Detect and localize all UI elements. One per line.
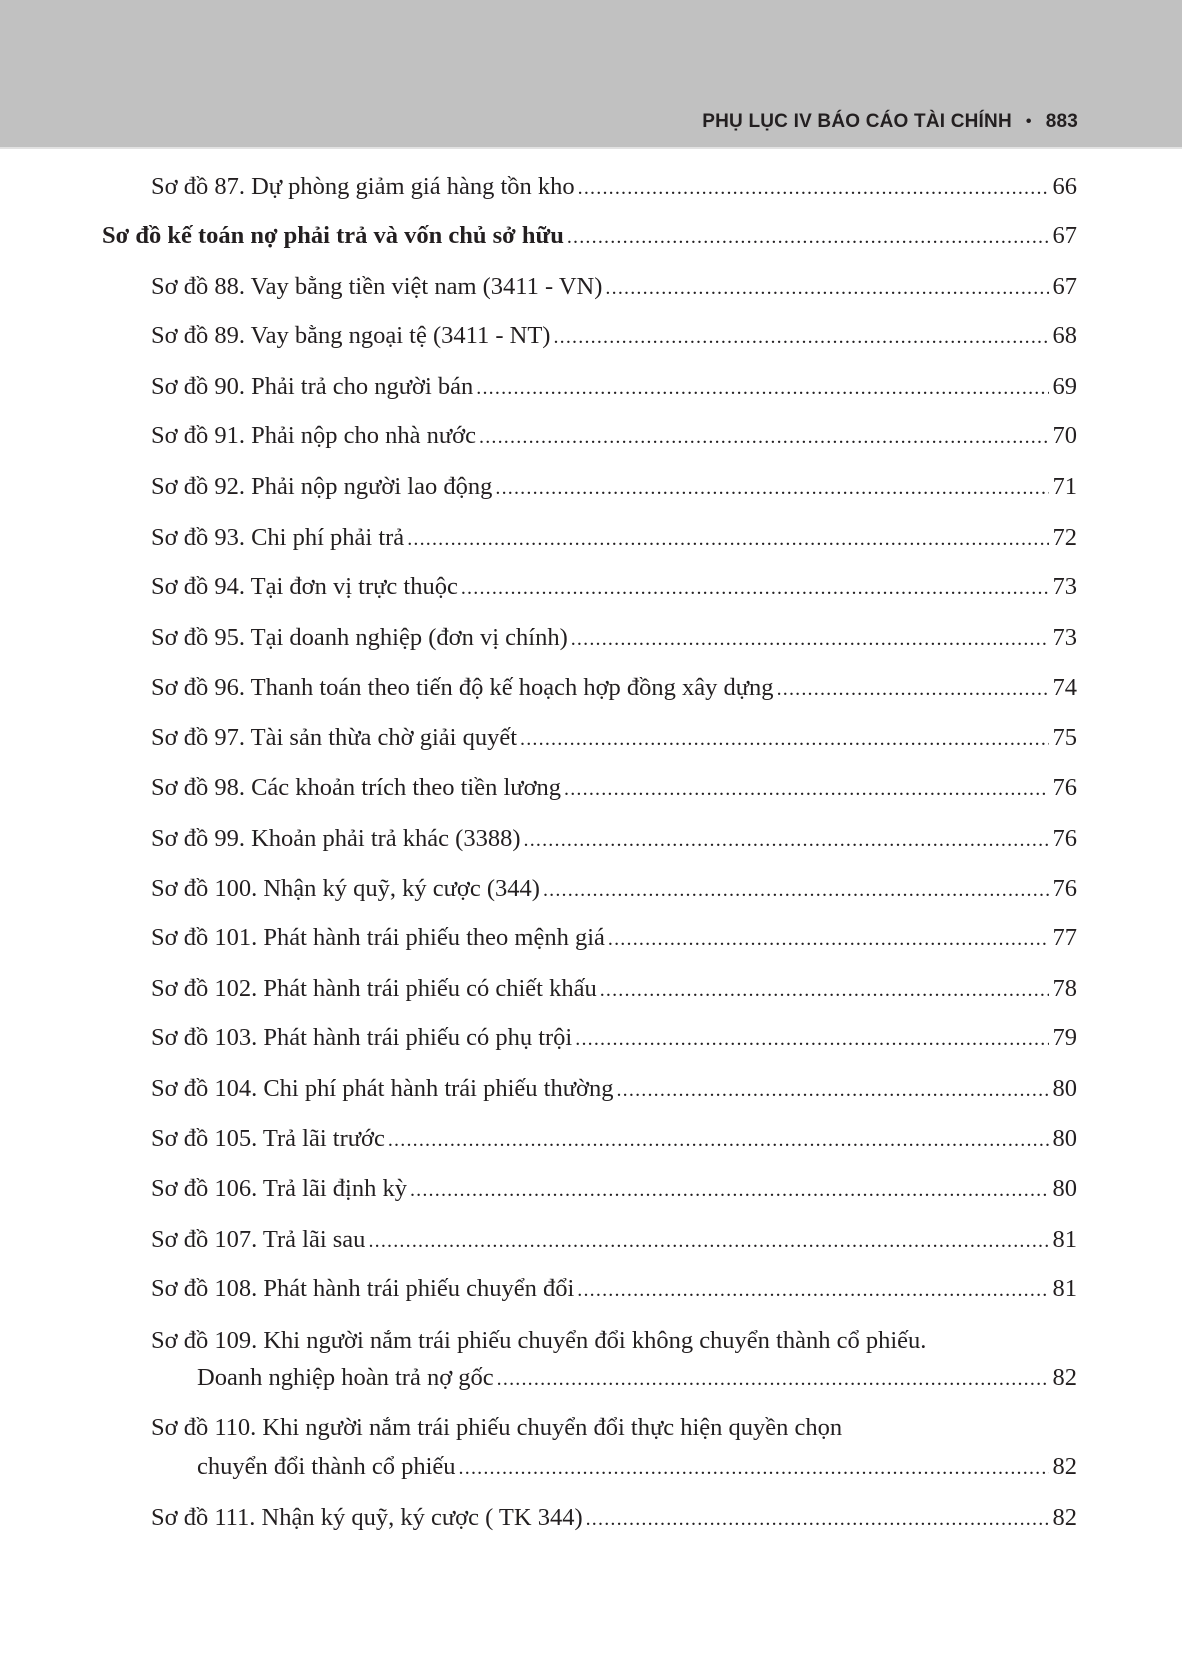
toc-entry-label: Sơ đồ 106. Trả lãi định kỳ [151,1175,407,1202]
toc-entry-page: 82 [1052,1504,1077,1531]
dot-leader [495,473,1048,503]
toc-entry[interactable] [151,824,1077,855]
dot-leader [605,273,1048,303]
toc-entry-label: Sơ đồ 97. Tài sản thừa chờ giải quyết [151,724,518,751]
toc-entry-label: Sơ đồ 89. Vay bằng ngoại tệ (3411 - NT) [151,322,551,349]
toc-entry[interactable] [151,172,1077,203]
toc-entry-label: Sơ đồ 101. Phát hành trái phiếu theo mệnh giá [151,924,605,951]
toc-entry[interactable] [151,572,1077,603]
toc-entry[interactable] [151,723,1077,754]
toc-entry-continuation-label: Doanh nghiệp hoàn trả nợ gốc [197,1364,494,1391]
dot-leader [407,524,1048,554]
toc-entry-label: Sơ đồ 104. Chi phí phát hành trái phiếu thường [151,1075,614,1102]
toc-entry-page: 73 [1052,624,1077,651]
dot-leader [520,724,1048,754]
bullet-separator: • [1025,113,1032,130]
toc-entry-label: Sơ đồ 99. Khoản phải trả khác (3388) [151,825,521,852]
toc-entry[interactable] [151,1274,1077,1305]
dot-leader [586,1504,1049,1534]
toc-section-label: Sơ đồ kế toán nợ phải trả và vốn chủ sở hữu [102,222,564,249]
dot-leader [777,674,1049,704]
toc-entry-page: 76 [1052,875,1077,902]
toc-entry-label: Sơ đồ 94. Tại đơn vị trực thuộc [151,573,458,600]
toc-entry-label: Sơ đồ 108. Phát hành trái phiếu chuyển đổi [151,1275,575,1302]
toc-entry-page: 72 [1052,524,1077,551]
toc-entry-label: Sơ đồ 96. Thanh toán theo tiến độ kế hoạch hợp đồng xây dựng [151,674,774,701]
toc-entry-page: 81 [1052,1226,1077,1253]
running-head [702,111,1078,133]
toc-entry-label: Sơ đồ 105. Trả lãi trước [151,1125,385,1152]
toc-entry-continuation[interactable] [197,1452,1077,1483]
dot-leader [564,774,1048,804]
dot-leader [543,875,1049,905]
running-head-title: PHỤ LỤC IV BÁO CÁO TÀI CHÍNH [702,111,1012,132]
toc-entry-continuation[interactable] [197,1363,1077,1394]
toc-entry-label: Sơ đồ 98. Các khoản trích theo tiền lương [151,774,562,801]
toc-entry[interactable] [151,1174,1077,1205]
toc-entry-label: Sơ đồ 92. Phải nộp người lao động [151,473,493,500]
toc-entry-page: 80 [1052,1175,1077,1202]
toc-entry[interactable] [151,1503,1077,1534]
toc-entry-page: 76 [1052,774,1077,801]
toc-entry-label: Sơ đồ 91. Phải nộp cho nhà nước [151,422,476,449]
toc-entry[interactable] [151,1023,1077,1054]
toc-entry-label: Sơ đồ 111. Nhận ký quỹ, ký cược ( TK 344) [151,1504,583,1531]
toc-entry-first-line[interactable] [151,1326,926,1356]
toc-entry[interactable] [151,1074,1077,1105]
toc-entry[interactable] [151,523,1077,554]
toc-entry-label: Sơ đồ 88. Vay bằng tiền việt nam (3411 - VN) [151,273,603,300]
running-header-band [0,0,1182,147]
toc-entry-page: 73 [1052,573,1077,600]
toc-entry-page: 67 [1052,273,1077,300]
toc-entry-label: Sơ đồ 103. Phát hành trái phiếu có phụ trội [151,1024,573,1051]
toc-entry-page: 70 [1052,422,1077,449]
dot-leader [368,1226,1048,1256]
toc-entry-label: Sơ đồ 100. Nhận ký quỹ, ký cược (344) [151,875,540,902]
toc-entry[interactable] [151,923,1077,954]
dot-leader [577,1275,1048,1305]
toc-section-heading[interactable] [102,221,1077,252]
toc-entry-label: Sơ đồ 107. Trả lãi sau [151,1226,366,1253]
toc-entry-page: 80 [1052,1075,1077,1102]
dot-leader [461,573,1049,603]
dot-leader [567,222,1049,252]
toc-entry-page: 82 [1052,1364,1077,1391]
toc-entry-first-line[interactable] [151,1413,842,1443]
toc-entry-page: 68 [1052,322,1077,349]
dot-leader [571,624,1049,654]
dot-leader [578,173,1049,203]
toc-entry-page: 71 [1052,473,1077,500]
dot-leader [479,422,1049,452]
toc-entry[interactable] [151,321,1077,352]
toc-entry[interactable] [151,421,1077,452]
toc-entry[interactable] [151,974,1077,1005]
dot-leader [616,1075,1048,1105]
toc-entry-page: 67 [1052,222,1077,249]
dot-leader [497,1364,1049,1394]
dot-leader [608,924,1049,954]
toc-entry-label: Sơ đồ 93. Chi phí phải trả [151,524,405,551]
toc-entry-label: Sơ đồ 90. Phải trả cho người bán [151,373,474,400]
toc-entry-page: 74 [1052,674,1077,701]
toc-entry-page: 66 [1052,173,1077,200]
dot-leader [600,975,1049,1005]
dot-leader [388,1125,1049,1155]
toc-entry-label: Sơ đồ 109. Khi người nắm trái phiếu chuyển đổi không chuyển thành cổ phiếu. [151,1327,927,1354]
toc-entry-label: Sơ đồ 110. Khi người nắm trái phiếu chuyển đổi thực hiện quyền chọn [151,1414,843,1441]
toc-entry-page: 82 [1052,1453,1077,1480]
toc-entry-continuation-label: chuyển đổi thành cổ phiếu [197,1453,456,1480]
toc-entry-page: 81 [1052,1275,1077,1302]
toc-entry-page: 77 [1052,924,1077,951]
toc-entry-label: Sơ đồ 95. Tại doanh nghiệp (đơn vị chính) [151,624,568,651]
dot-leader [553,322,1048,352]
toc-entry-page: 78 [1052,975,1077,1002]
toc-entry-page: 69 [1052,373,1077,400]
toc-entry[interactable] [151,773,1077,804]
toc-entry[interactable] [151,1124,1077,1155]
toc-entry[interactable] [151,874,1077,905]
dot-leader [575,1024,1048,1054]
dot-leader [410,1175,1049,1205]
toc-entry[interactable] [151,472,1077,503]
toc-entry[interactable] [151,372,1077,403]
dot-leader [459,1453,1049,1483]
toc-entry-page: 80 [1052,1125,1077,1152]
toc-entry-label: Sơ đồ 102. Phát hành trái phiếu có chiết khấu [151,975,597,1002]
dot-leader [476,373,1048,403]
page-number: 883 [1045,111,1078,132]
toc-entry[interactable] [151,1225,1077,1256]
toc-entry[interactable] [151,673,1077,704]
toc-entry-page: 75 [1052,724,1077,751]
dot-leader [524,825,1049,855]
toc-entry[interactable] [151,623,1077,654]
toc-entry[interactable] [151,272,1077,303]
toc-entry-page: 79 [1052,1024,1077,1051]
toc-entry-label: Sơ đồ 87. Dự phòng giảm giá hàng tồn kho [151,173,575,200]
toc-entry-page: 76 [1052,825,1077,852]
